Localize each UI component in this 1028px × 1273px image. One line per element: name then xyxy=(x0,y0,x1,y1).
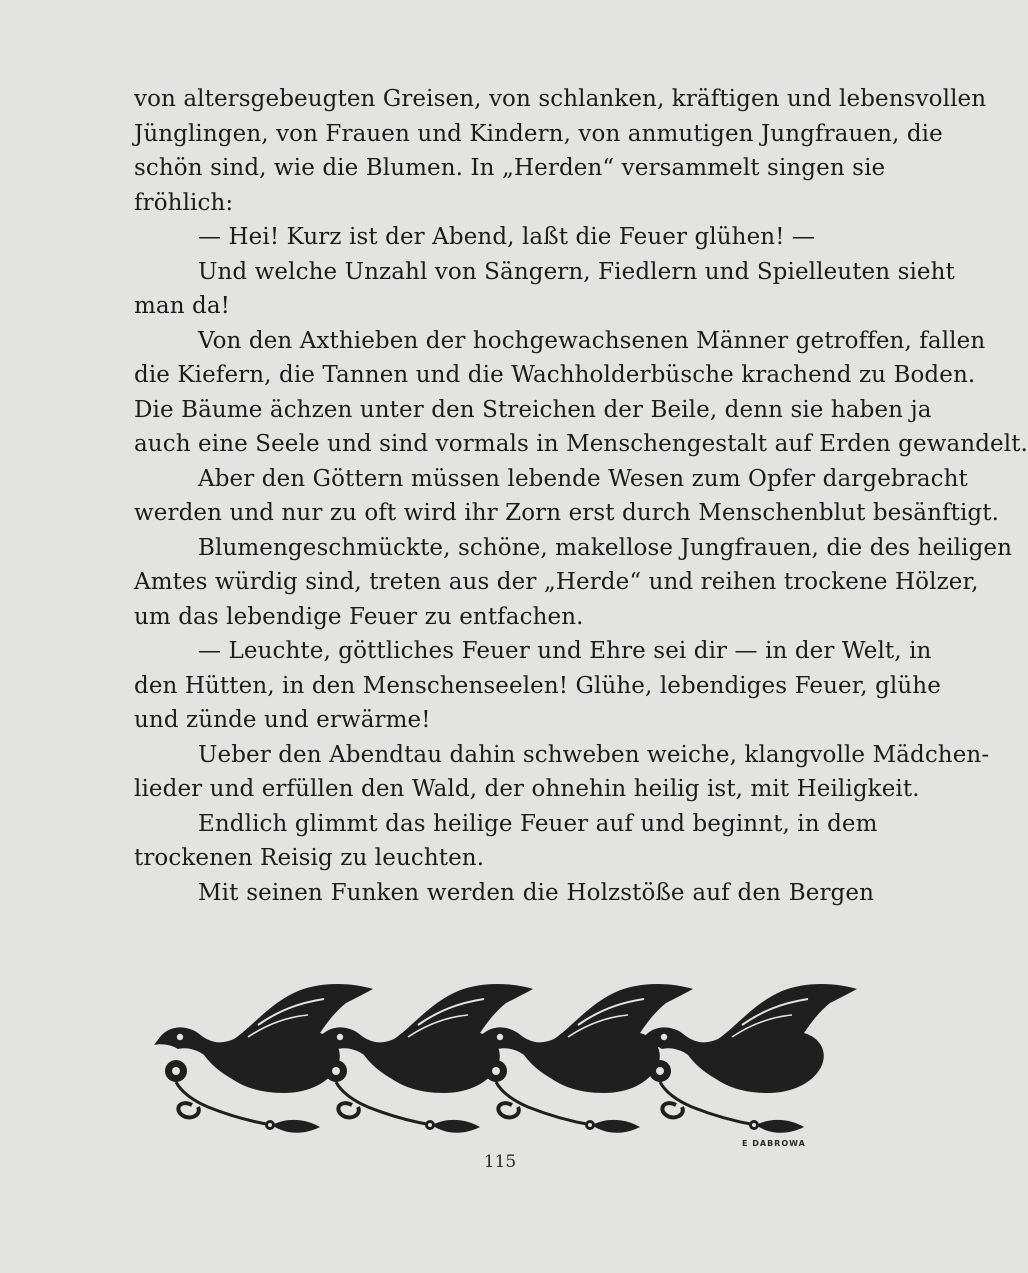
text-line: auch eine Seele und sind vormals in Menschengestalt auf Erden gewandelt. xyxy=(134,431,1028,457)
text-line: Jünglingen, von Frauen und Kindern, von anmutigen Jungfrauen, die xyxy=(134,120,943,147)
text-line: und zünde und erwärme! xyxy=(134,707,431,733)
text-line: Mit seinen Funken werden die Holzstöße auf den Bergen xyxy=(198,879,874,906)
text-line: fröhlich: xyxy=(134,189,234,216)
text-line: — Hei! Kurz ist der Abend, laßt die Feuer glühen! — xyxy=(198,224,816,250)
text-line: Die Bäume ächzen unter den Streichen der Beile, denn sie haben ja xyxy=(134,396,932,423)
text-line: Ueber den Abendtau dahin schweben weiche, klangvolle Mädchen- xyxy=(198,741,990,768)
artist-signature: E DABROWA xyxy=(742,1139,806,1148)
birds-ornament xyxy=(148,975,868,1150)
text-line: man da! xyxy=(134,293,231,319)
text-line: lieder und erfüllen den Wald, der ohnehin heilig ist, mit Heiligkeit. xyxy=(134,776,920,802)
text-line: von altersgebeugten Greisen, von schlanken, kräftigen und lebensvollen xyxy=(134,86,987,112)
text-line: trockenen Reisig zu leuchten. xyxy=(134,845,485,871)
body-text xyxy=(134,82,1028,910)
text-line: — Leuchte, göttliches Feuer und Ehre sei dir — in der Welt, in xyxy=(198,638,932,664)
text-line: Blumengeschmückte, schöne, makellose Jungfrauen, die des heiligen xyxy=(198,534,1013,561)
text-line: schön sind, wie die Blumen. In „Herden“ versammelt singen sie xyxy=(134,155,886,181)
text-line: Von den Axthieben der hochgewachsenen Männer getroffen, fallen xyxy=(198,327,986,354)
text-line: die Kiefern, die Tannen und die Wachholderbüsche krachend zu Boden. xyxy=(134,362,976,388)
text-line: Aber den Göttern müssen lebende Wesen zum Opfer dargebracht xyxy=(198,465,968,492)
bird-motif-3 xyxy=(474,984,693,1133)
text-line: Endlich glimmt das heilige Feuer auf und beginnt, in dem xyxy=(198,810,878,837)
text-line: den Hütten, in den Menschenseelen! Glühe, lebendiges Feuer, glühe xyxy=(134,672,941,699)
page-number: 115 xyxy=(483,1152,517,1172)
text-line: um das lebendige Feuer zu entfachen. xyxy=(134,603,584,630)
bird-motif-4 xyxy=(638,984,857,1133)
text-line: Und welche Unzahl von Sängern, Fiedlern und Spielleuten sieht xyxy=(198,258,955,285)
text-line: Amtes würdig sind, treten aus der „Herde“ und reihen trockene Hölzer, xyxy=(134,569,979,595)
text-line: werden und nur zu oft wird ihr Zorn erst durch Menschenblut besänftigt. xyxy=(134,500,999,526)
